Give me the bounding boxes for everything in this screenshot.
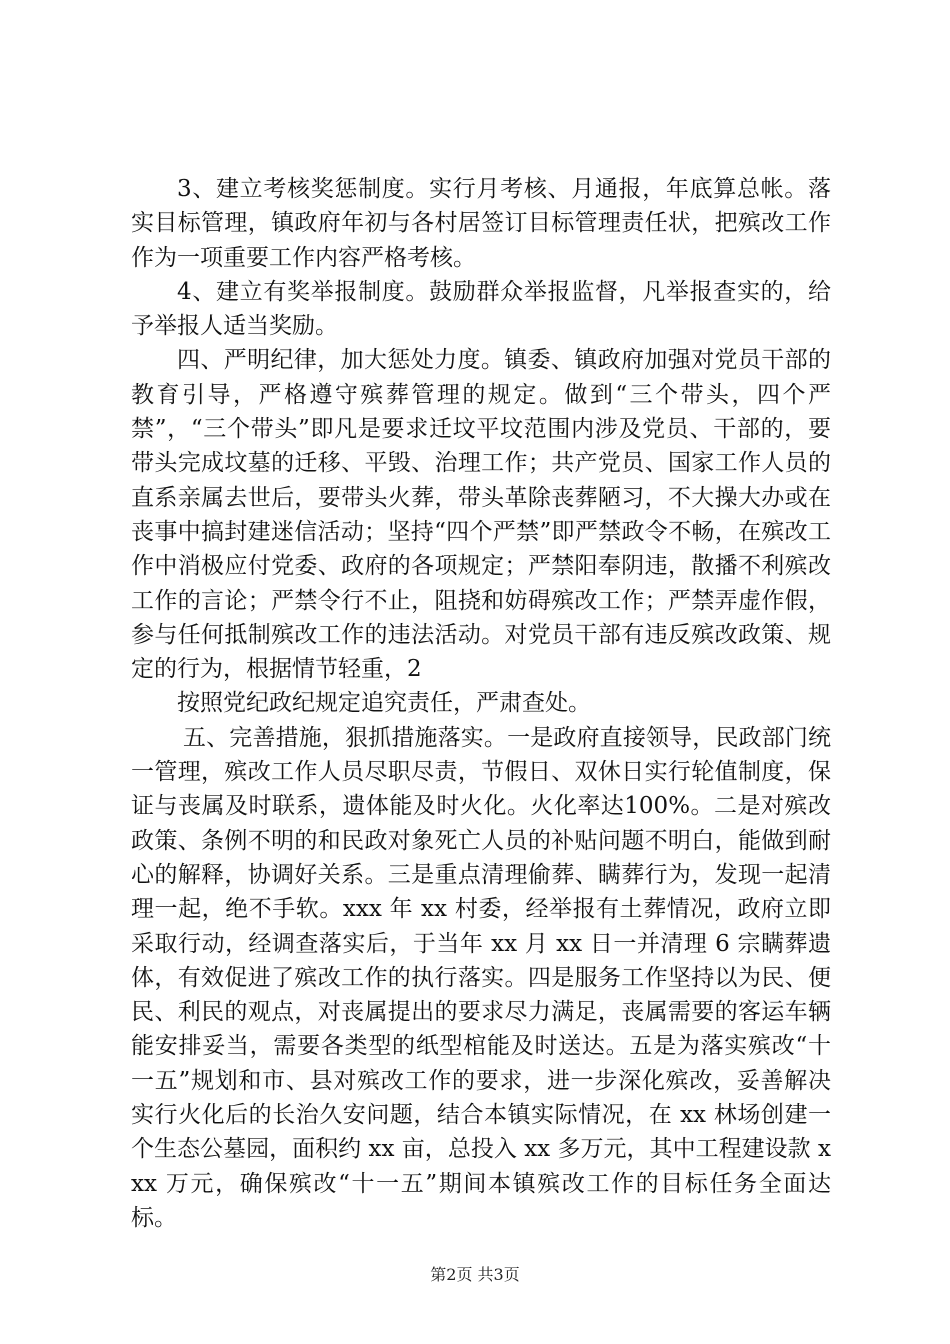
- paragraph-measures: 五、完善措施，狠抓措施落实。一是政府直接领导，民政部门统一管理，殡改工作人员尽职尽责，节假日、双休日实行轮值制度，保证与丧属及时联系，遗体能及时火化。火化率达100%。二是对殡改政策、条例不明的和民政对象死亡人员的补贴问题不明白，能做到耐心的解释，协调好关系。三是重点清理偷葬、瞒葬行为，发现一起清理一起，绝不手软。xxx 年 xx 村委，经举报有土葬情况，政府立即采取行动，经调查落实后，于当年 xx 月 xx 日一并清理 6 宗瞒葬遗体，有效促进了殡改工作的执行落实。四是服务工作坚持以为民、便民、利民的观点，对丧属提出的要求尽力满足，丧属需要的客运车辆能安排妥当，需要各类型的纸型棺能及时送达。五是为落实殡改“十一五”规划和市、县对殡改工作的要求，进一步深化殡改，妥善解决实行火化后的长治久安问题，结合本镇实际情况，在 xx 林场创建一个生态公墓园，面积约 xx 亩，总投入 xx 多万元，其中工程建设款 xxx 万元，确保殡改“十一五”期间本镇殡改工作的目标任务全面达标。: [131, 724, 831, 1231]
- paragraph-accountability: 按照党纪政纪规定追究责任，严肃查处。: [177, 690, 591, 717]
- document-body: [131, 172, 831, 1235]
- paragraph-discipline: 四、严明纪律，加大惩处力度。镇委、镇政府加强对党员干部的教育引导，严格遵守殡葬管理的规定。做到“三个带头，四个严禁”，“三个带头”即凡是要求迁坟平坟范围内涉及党员、干部的，要带头完成坟墓的迁移、平毁、治理工作；共产党员、国家工作人员的直系亲属去世后，要带头火葬，带头革除丧葬陋习，不大操大办或在丧事中搞封建迷信活动；坚持“四个严禁”即严禁政令不畅，在殡改工作中消极应付党委、政府的各项规定；严禁阳奉阴违，散播不利殡改工作的言论；严禁令行不止，阻挠和妨碍殡改工作；严禁弄虚作假，参与任何抵制殡改工作的违法活动。对党员干部有违反殡改政策、规定的行为，根据情节轻重，2: [131, 347, 831, 683]
- paragraph-assessment-system: 3、建立考核奖惩制度。实行月考核、月通报，年底算总帐。落实目标管理，镇政府年初与各村居签订目标管理责任状，把殡改工作作为一项重要工作内容严格考核。: [131, 176, 831, 271]
- page-number-footer: 第2页 共3页: [430, 1265, 520, 1284]
- paragraph-reporting-system: 4、建立有奖举报制度。鼓励群众举报监督，凡举报查实的，给予举报人适当奖励。: [131, 278, 831, 340]
